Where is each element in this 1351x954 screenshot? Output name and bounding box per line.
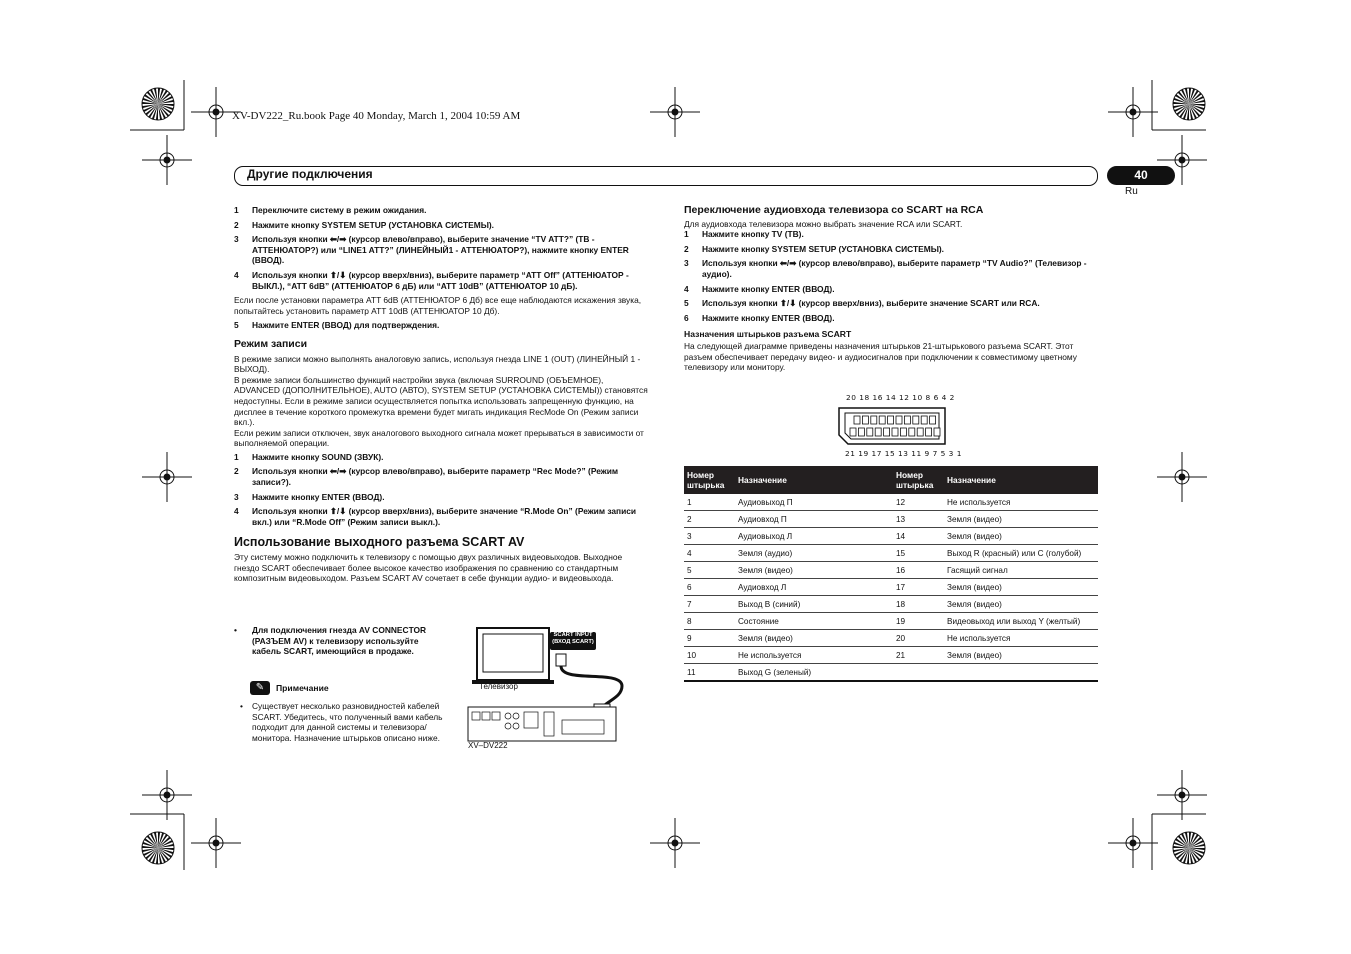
registration-crosshair bbox=[142, 452, 192, 502]
table-cell: Земля (видео) bbox=[944, 579, 1098, 596]
table-cell: Выход G (зеленый) bbox=[735, 664, 893, 682]
step-item: 2 Нажмите кнопку SYSTEM SETUP (УСТАНОВКА СИСТЕМЫ). bbox=[684, 243, 945, 254]
scart-pin bbox=[879, 416, 885, 424]
rec-mode-heading: Режим записи bbox=[234, 337, 308, 350]
scart-pin bbox=[871, 416, 877, 424]
table-cell: 15 bbox=[893, 545, 944, 562]
table-row bbox=[684, 528, 1098, 545]
table-cell: Аудиовыход Л bbox=[735, 528, 893, 545]
step-item: 4 Нажмите кнопку ENTER (ВВОД). bbox=[684, 283, 835, 294]
table-cell: 17 bbox=[893, 579, 944, 596]
step-item: 1 Переключите систему в режим ожидания. bbox=[234, 205, 427, 215]
col-header: Номер штырька bbox=[893, 466, 944, 494]
table-cell: 21 bbox=[893, 647, 944, 664]
scart-pin bbox=[884, 428, 890, 436]
scart-paragraph: Эту систему можно подключить к телевизору с помощью двух различных видеовыходов. Выходное гнездо SCART обеспечивает более высокое качество изображения по сравнению со стандартным композитным видеовыходом. Разъем SCART AV сочетает в себе функции аудио- и видеовыхода. bbox=[234, 552, 623, 584]
registration-crosshair bbox=[1157, 770, 1207, 820]
table-cell: Видеовыход или выход Y (желтый) bbox=[944, 613, 1098, 630]
table-cell: Земля (аудио) bbox=[735, 545, 893, 562]
table-cell: 2 bbox=[684, 511, 735, 528]
scart-pin bbox=[904, 416, 910, 424]
note-icon: ✎ bbox=[250, 681, 270, 695]
rec-paragraph-1: В режиме записи можно выполнять аналоговую запись, используя гнезда LINE 1 (OUT) (ЛИНЕЙНЫЙ 1 - ВЫХОД). bbox=[234, 353, 641, 375]
registration-crosshair bbox=[650, 87, 700, 137]
table-row bbox=[684, 630, 1098, 647]
table-cell: Земля (видео) bbox=[944, 596, 1098, 613]
table-row bbox=[684, 511, 1098, 528]
table-cell: 19 bbox=[893, 613, 944, 630]
scart-pin bbox=[892, 428, 898, 436]
registration-crosshair bbox=[142, 135, 192, 185]
table-cell: 13 bbox=[893, 511, 944, 528]
col-header: Назначение bbox=[735, 466, 893, 494]
tv-label: Телевизор bbox=[479, 682, 518, 691]
table-cell: Земля (видео) bbox=[735, 562, 893, 579]
table-cell: Гасящий сигнал bbox=[944, 562, 1098, 579]
note-title: Примечание bbox=[276, 683, 329, 693]
step-item: 2 Нажмите кнопку SYSTEM SETUP (УСТАНОВКА СИСТЕМЫ). bbox=[234, 219, 495, 230]
table-cell: Аудиовход Л bbox=[735, 579, 893, 596]
table-row bbox=[684, 596, 1098, 613]
table-cell: 18 bbox=[893, 596, 944, 613]
step-item: 1 Нажмите кнопку TV (ТВ). bbox=[684, 229, 804, 240]
scart-pin bbox=[930, 416, 936, 424]
pins-bottom-numbers: 21 19 17 15 13 11 9 7 5 3 1 bbox=[845, 449, 962, 458]
table-row bbox=[684, 545, 1098, 562]
scart-pin bbox=[862, 416, 868, 424]
table-row bbox=[684, 664, 1098, 682]
tv-audio-heading: Переключение аудиовхода телевизора со SCART на RCA bbox=[684, 204, 984, 216]
table-cell: Состояние bbox=[735, 613, 893, 630]
scart-pin bbox=[913, 416, 919, 424]
pin-assignment-table-wrap bbox=[684, 466, 1098, 682]
step-item: 3 Используя кнопки ⬅/➡ (курсор влево/вправо), выберите параметр “TV Audio?” (Телевизор - аудио). bbox=[684, 258, 1087, 279]
section-title: Другие подключения bbox=[247, 167, 373, 181]
right-column bbox=[684, 205, 1098, 377]
pins-top-numbers: 20 18 16 14 12 10 8 6 4 2 bbox=[846, 393, 955, 402]
table-cell: Не используется bbox=[944, 494, 1098, 511]
table-cell: 9 bbox=[684, 630, 735, 647]
step-item: 5 Используя кнопки ⬆/⬇ (курсор вверх/вниз), выберите значение SCART или RCA. bbox=[684, 298, 1040, 309]
tv-audio-intro: Для аудиовхода телевизора можно выбрать значение RCA или SCART. bbox=[684, 218, 963, 229]
scart-pin bbox=[850, 428, 856, 436]
table-cell: Земля (видео) bbox=[735, 630, 893, 647]
scart-pin bbox=[854, 416, 860, 424]
table-cell: 12 bbox=[893, 494, 944, 511]
step-item: 2 Используя кнопки ⬅/➡ (курсор влево/вправо), выберите параметр “Rec Mode?” (Режим записи?). bbox=[234, 466, 619, 488]
table-cell: 5 bbox=[684, 562, 735, 579]
rec-paragraph-3: Если режим записи отключен, звук аналогового выходного сигнала может прерываться в зависимости от выполняемой операции. bbox=[234, 427, 644, 449]
step-item: 6 Нажмите кнопку ENTER (ВВОД). bbox=[684, 312, 835, 323]
step-item: 5 Нажмите ENTER (ВВОД) для подтверждения. bbox=[234, 320, 440, 331]
step-item: 4 Используя кнопки ⬆/⬇ (курсор вверх/вниз), выберите значение “R.Mode On” (Режим записи вкл.) или “R.Mode Off” (Режим записи выкл.). bbox=[234, 506, 637, 527]
scart-pin bbox=[875, 428, 881, 436]
registration-rosette bbox=[142, 832, 174, 864]
col-header: Номер штырька bbox=[684, 466, 735, 494]
table-cell: 6 bbox=[684, 579, 735, 596]
table-cell: 8 bbox=[684, 613, 735, 630]
registration-crosshair bbox=[1108, 87, 1158, 137]
table-cell: 14 bbox=[893, 528, 944, 545]
scart-pin bbox=[926, 428, 932, 436]
att-note: Если после установки параметра ATT 6dB (АТТЕНЮАТОР 6 Дб) все еще наблюдаются искажения звука, попытайтесь установить параметр ATT 10dB (АТТЕНЮАТОР 10 Дб). bbox=[234, 295, 642, 316]
table-row bbox=[684, 579, 1098, 596]
step-item: 3 Нажмите кнопку ENTER (ВВОД). bbox=[234, 491, 385, 502]
registration-crosshair bbox=[1157, 452, 1207, 502]
page-language: Ru bbox=[1125, 186, 1138, 197]
scart-connector-diagram bbox=[836, 405, 948, 447]
registration-crosshair bbox=[191, 818, 241, 868]
scart-pin bbox=[858, 428, 864, 436]
table-cell bbox=[893, 664, 944, 682]
device-label: XV–DV222 bbox=[468, 741, 508, 750]
table-cell: Выход B (синий) bbox=[735, 596, 893, 613]
table-cell: 1 bbox=[684, 494, 735, 511]
table-cell: 20 bbox=[893, 630, 944, 647]
table-cell: 4 bbox=[684, 545, 735, 562]
table-row bbox=[684, 647, 1098, 664]
registration-rosette bbox=[1173, 832, 1205, 864]
table-row bbox=[684, 613, 1098, 630]
scart-pin bbox=[934, 428, 940, 436]
pin-assignment-table bbox=[684, 466, 1098, 682]
registration-rosette bbox=[1173, 88, 1205, 120]
table-cell: Не используется bbox=[944, 630, 1098, 647]
table-cell: 11 bbox=[684, 664, 735, 682]
scart-heading: Использование выходного разъема SCART AV bbox=[234, 535, 525, 550]
col-header: Назначение bbox=[944, 466, 1098, 494]
pins-heading: Назначения штырьков разъема SCART bbox=[684, 329, 852, 340]
registration-crosshair bbox=[1108, 818, 1158, 868]
note-header bbox=[250, 681, 329, 695]
scart-pin bbox=[909, 428, 915, 436]
scart-pin bbox=[888, 416, 894, 424]
scart-pin bbox=[917, 428, 923, 436]
table-cell: 16 bbox=[893, 562, 944, 579]
scart-pin bbox=[900, 428, 906, 436]
scart-pin bbox=[921, 416, 927, 424]
table-cell bbox=[944, 664, 1098, 682]
scart-input-label: SCART INPUT (ВХОД SCART) bbox=[552, 632, 594, 645]
table-cell: Земля (видео) bbox=[944, 511, 1098, 528]
table-cell: Земля (видео) bbox=[944, 528, 1098, 545]
registration-rosette bbox=[142, 88, 174, 120]
rec-paragraph-2: В режиме записи большинство функций настройки звука (включая SURROUND (ОБЪЕМНОЕ), ADVANCED (ДОПОЛНИТЕЛЬНОЕ), AUTO (АВТО), SYSTEM SETUP (УСТАНОВКА СИСТЕМЫ)) становятся недоступны. Если в режиме записи осуществляется попытка использовать запрещенную функцию, на дисплее в течение короткого промежутка времени будет мигать индикация RecMode On (Режим записи вкл.). bbox=[234, 374, 648, 428]
scart-bullet: • Для подключения гнезда AV CONNECTOR (РАЗЪЕМ AV) к телевизору используйте кабель SCART, имеющийся в продаже. bbox=[234, 625, 427, 657]
step-item: 3 Используя кнопки ⬅/➡ (курсор влево/вправо), выберите значение “TV ATT?” (TB - АТТЕНЮАТОР?) или “LINE1 ATT?” (ЛИНЕЙНЫЙ1 - АТТЕНЮАТОР?), нажмите кнопку ENTER (ВВОД). bbox=[234, 234, 629, 266]
table-row bbox=[684, 562, 1098, 579]
scart-pin bbox=[867, 428, 873, 436]
pins-paragraph: На следующей диаграмме приведены назначения штырьков 21-штырькового разъема SCART. Этот разъем обеспечивает передачу видео- и аудиосигналов при подключении к совместимому цветному телевизору или монитору. bbox=[684, 340, 1077, 373]
registration-crosshair bbox=[142, 770, 192, 820]
note-body: • Существует несколько разновидностей кабелей SCART. Убедитесь, что полученный вами кабель подходит для данной системы и телевизора/монитора. Назначение штырьков описано ниже. bbox=[240, 701, 443, 743]
table-cell: 7 bbox=[684, 596, 735, 613]
table-row bbox=[684, 494, 1098, 511]
step-item: 1 Нажмите кнопку SOUND (ЗВУК). bbox=[234, 451, 384, 462]
table-cell: Аудиовход П bbox=[735, 511, 893, 528]
table-cell: Земля (видео) bbox=[944, 647, 1098, 664]
table-cell: Не используется bbox=[735, 647, 893, 664]
registration-crosshair bbox=[650, 818, 700, 868]
table-cell: 10 bbox=[684, 647, 735, 664]
page-number-badge: 40 bbox=[1107, 166, 1175, 185]
book-info-line: XV-DV222_Ru.book Page 40 Monday, March 1, 2004 10:59 AM bbox=[232, 110, 521, 122]
table-cell: 3 bbox=[684, 528, 735, 545]
table-cell: Аудиовыход П bbox=[735, 494, 893, 511]
table-cell: Выход R (красный) или C (голубой) bbox=[944, 545, 1098, 562]
scart-pin bbox=[896, 416, 902, 424]
left-column bbox=[234, 205, 648, 588]
step-item: 4 Используя кнопки ⬆/⬇ (курсор вверх/вниз), выберите параметр “ATT Off” (АТТЕНЮАТОР - ВЫКЛ.), “ATT 6dB” (АТТЕНЮАТОР 6 дБ) или “ATT 10dB” (АТТЕНЮАТОР 10 дБ). bbox=[234, 269, 629, 291]
